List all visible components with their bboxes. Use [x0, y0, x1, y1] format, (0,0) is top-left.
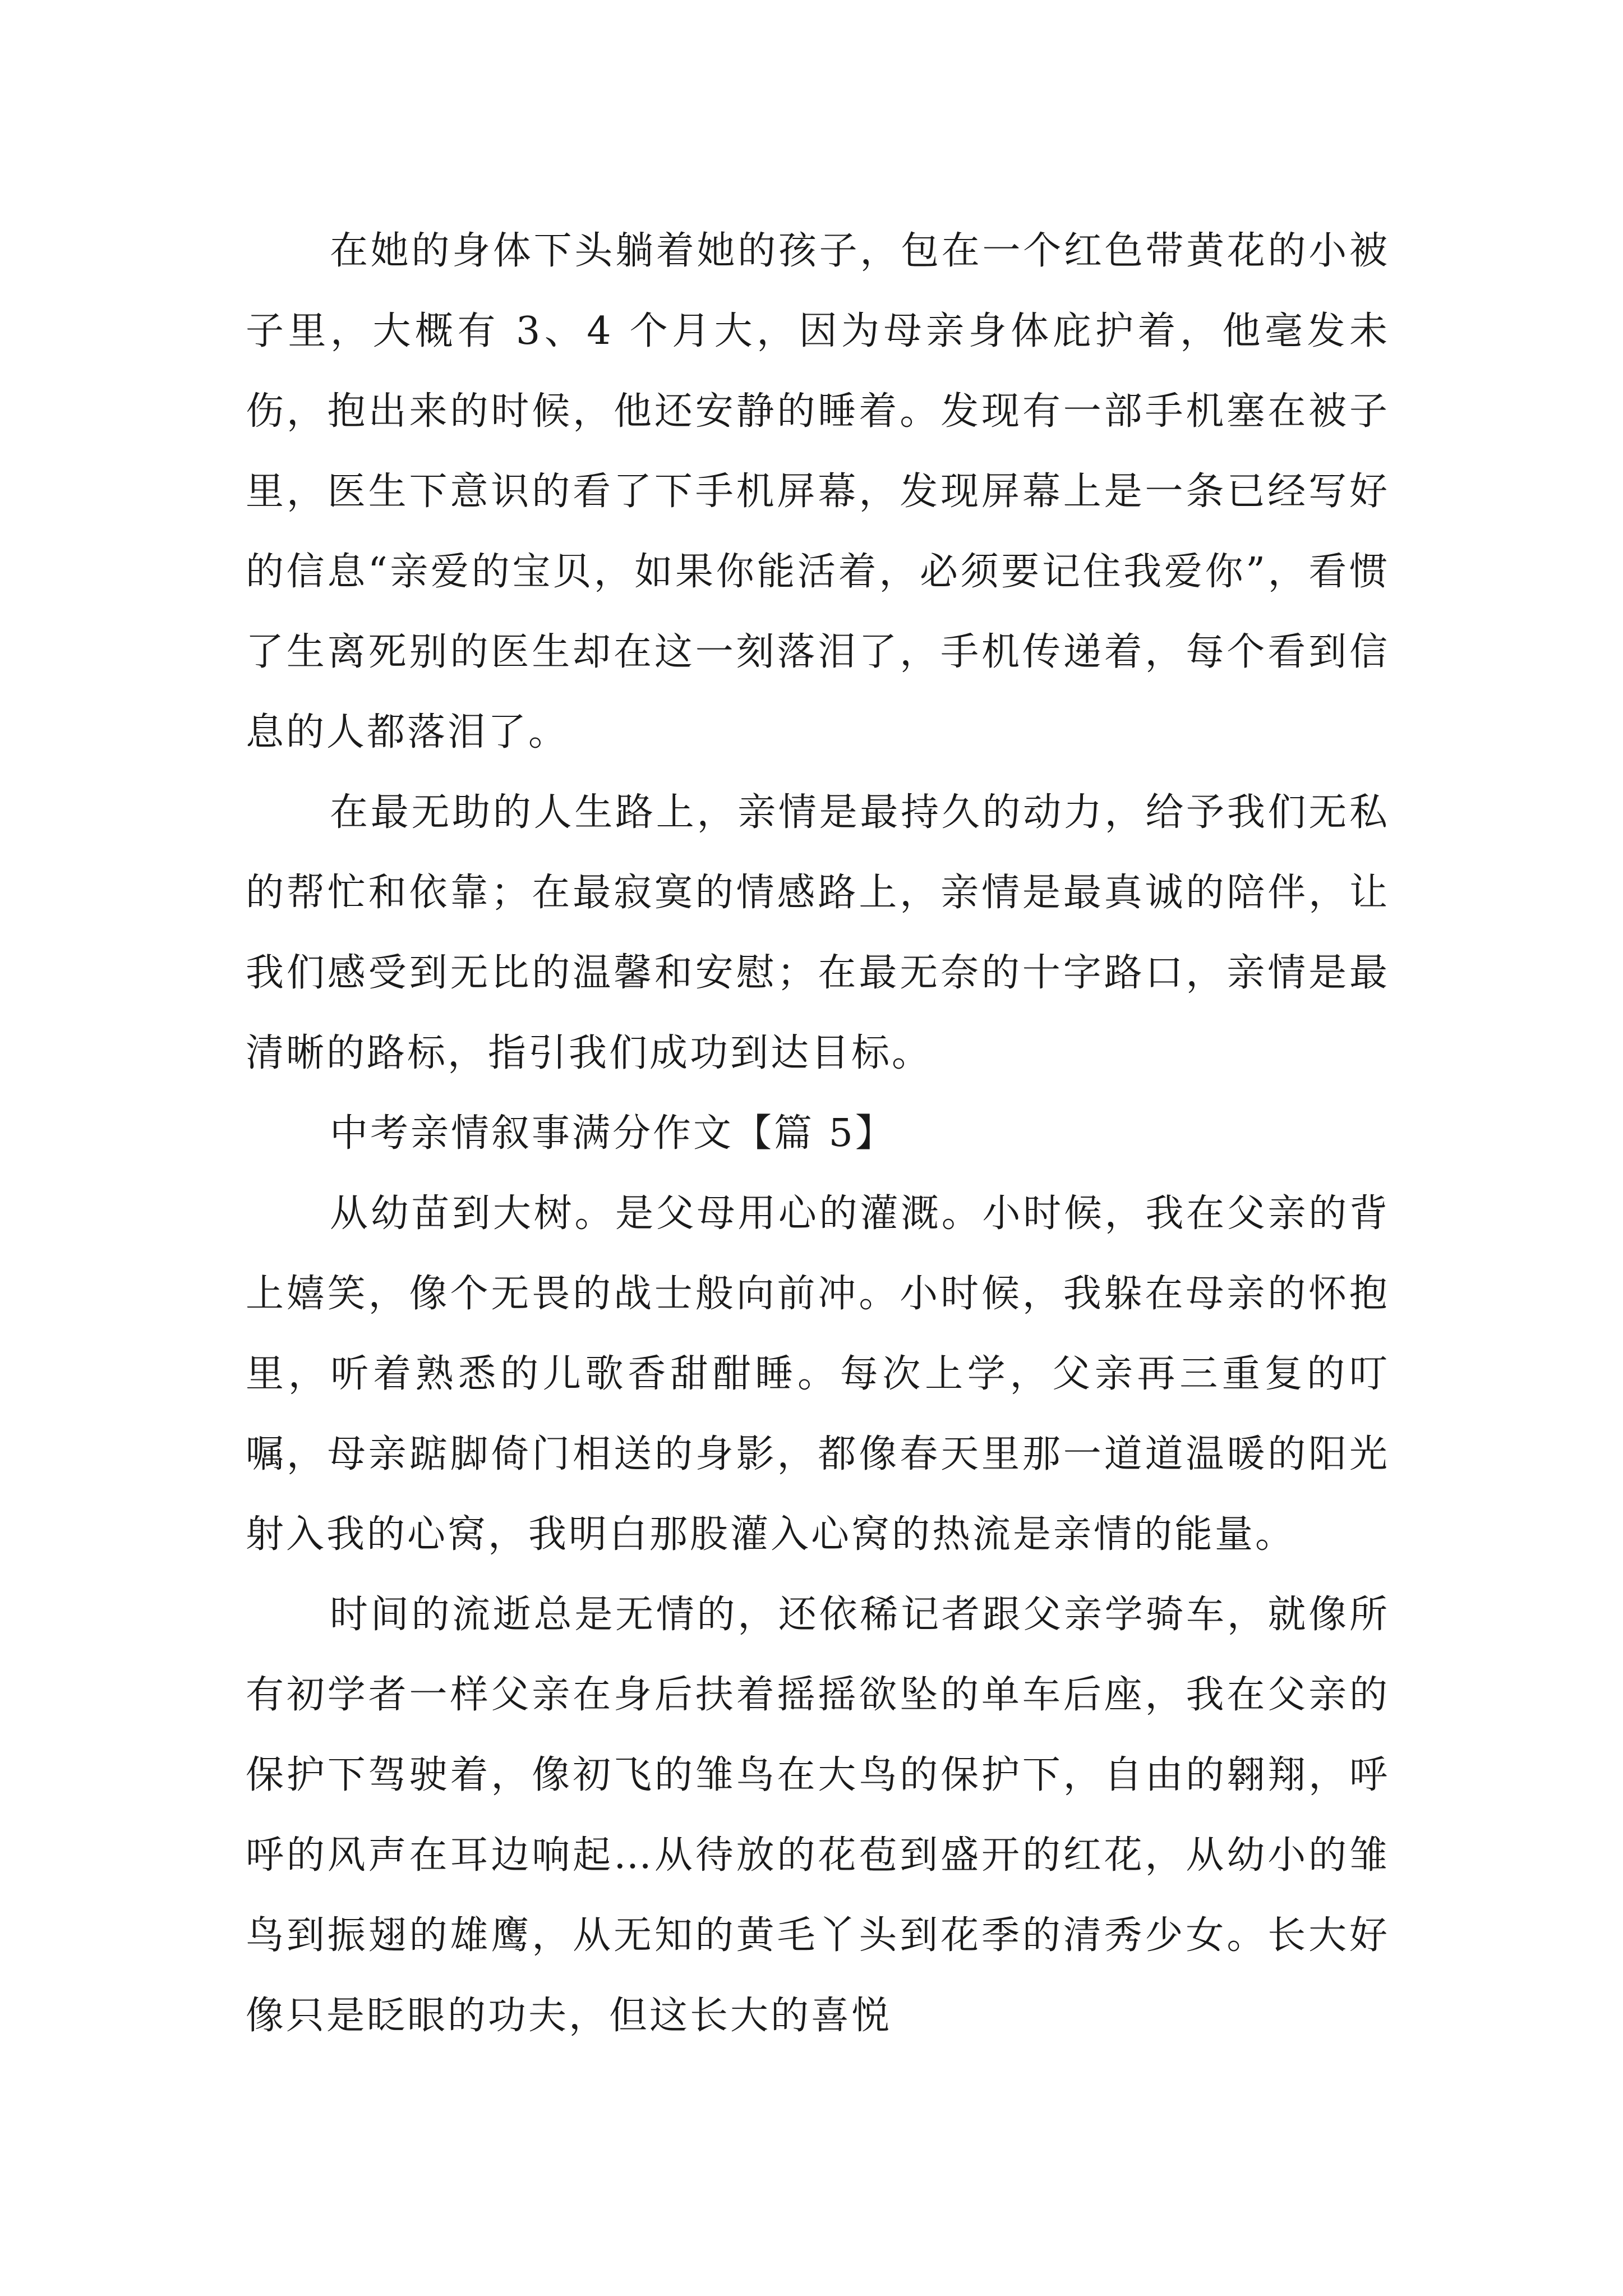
- document-body: [246, 211, 1390, 2056]
- paragraph-learning-bike: 时间的流逝总是无情的，还依稀记者跟父亲学骑车，就像所有初学者一样父亲在身后扶着摇摇欲坠的单车后座，我在父亲的保护下驾驶着，像初飞的雏鸟在大鸟的保护下，自由的翱翔，呼呼的风声在耳边响起…从待放的花苞到盛开的红花，从幼小的雏鸟到振翅的雄鹰，从无知的黄毛丫头到花季的清秀少女。长大好像只是眨眼的功夫，但这长大的喜悦: [246, 1593, 1390, 2038]
- paragraph-child-shielded: 在她的身体下头躺着她的孩子，包在一个红色带黄花的小被子里，大概有 3、4 个月大，因为母亲身体庇护着，他毫发未伤，抱出来的时候，他还安静的睡着。发现有一部手机塞在被子里，医生下意识的看了下手机屏幕，发现屏幕上是一条已经写好的信息“亲爱的宝贝，如果你能活着，必须要记住我爱你”，看惯了生离死别的医生却在这一刻落泪了，手机传递着，每个看到信息的人都落泪了。: [246, 229, 1390, 754]
- paragraph-family-power: 在最无助的人生路上，亲情是最持久的动力，给予我们无私的帮忙和依靠；在最寂寞的情感路上，亲情是最真诚的陪伴，让我们感受到无比的温馨和安慰；在最无奈的十字路口，亲情是最清晰的路标，指引我们成功到达目标。: [246, 790, 1390, 1075]
- paragraph-sapling-to-tree: 从幼苗到大树。是父母用心的灌溉。小时候，我在父亲的背上嬉笑，像个无畏的战士般向前冲。小时候，我躲在母亲的怀抱里，听着熟悉的儿歌香甜酣睡。每次上学，父亲再三重复的叮嘱，母亲踮脚倚门相送的身影，都像春天里那一道道温暖的阳光射入我的心窝，我明白那股灌入心窝的热流是亲情的能量。: [246, 1191, 1390, 1557]
- section-heading: 中考亲情叙事满分作文【篇 5】: [330, 1111, 896, 1156]
